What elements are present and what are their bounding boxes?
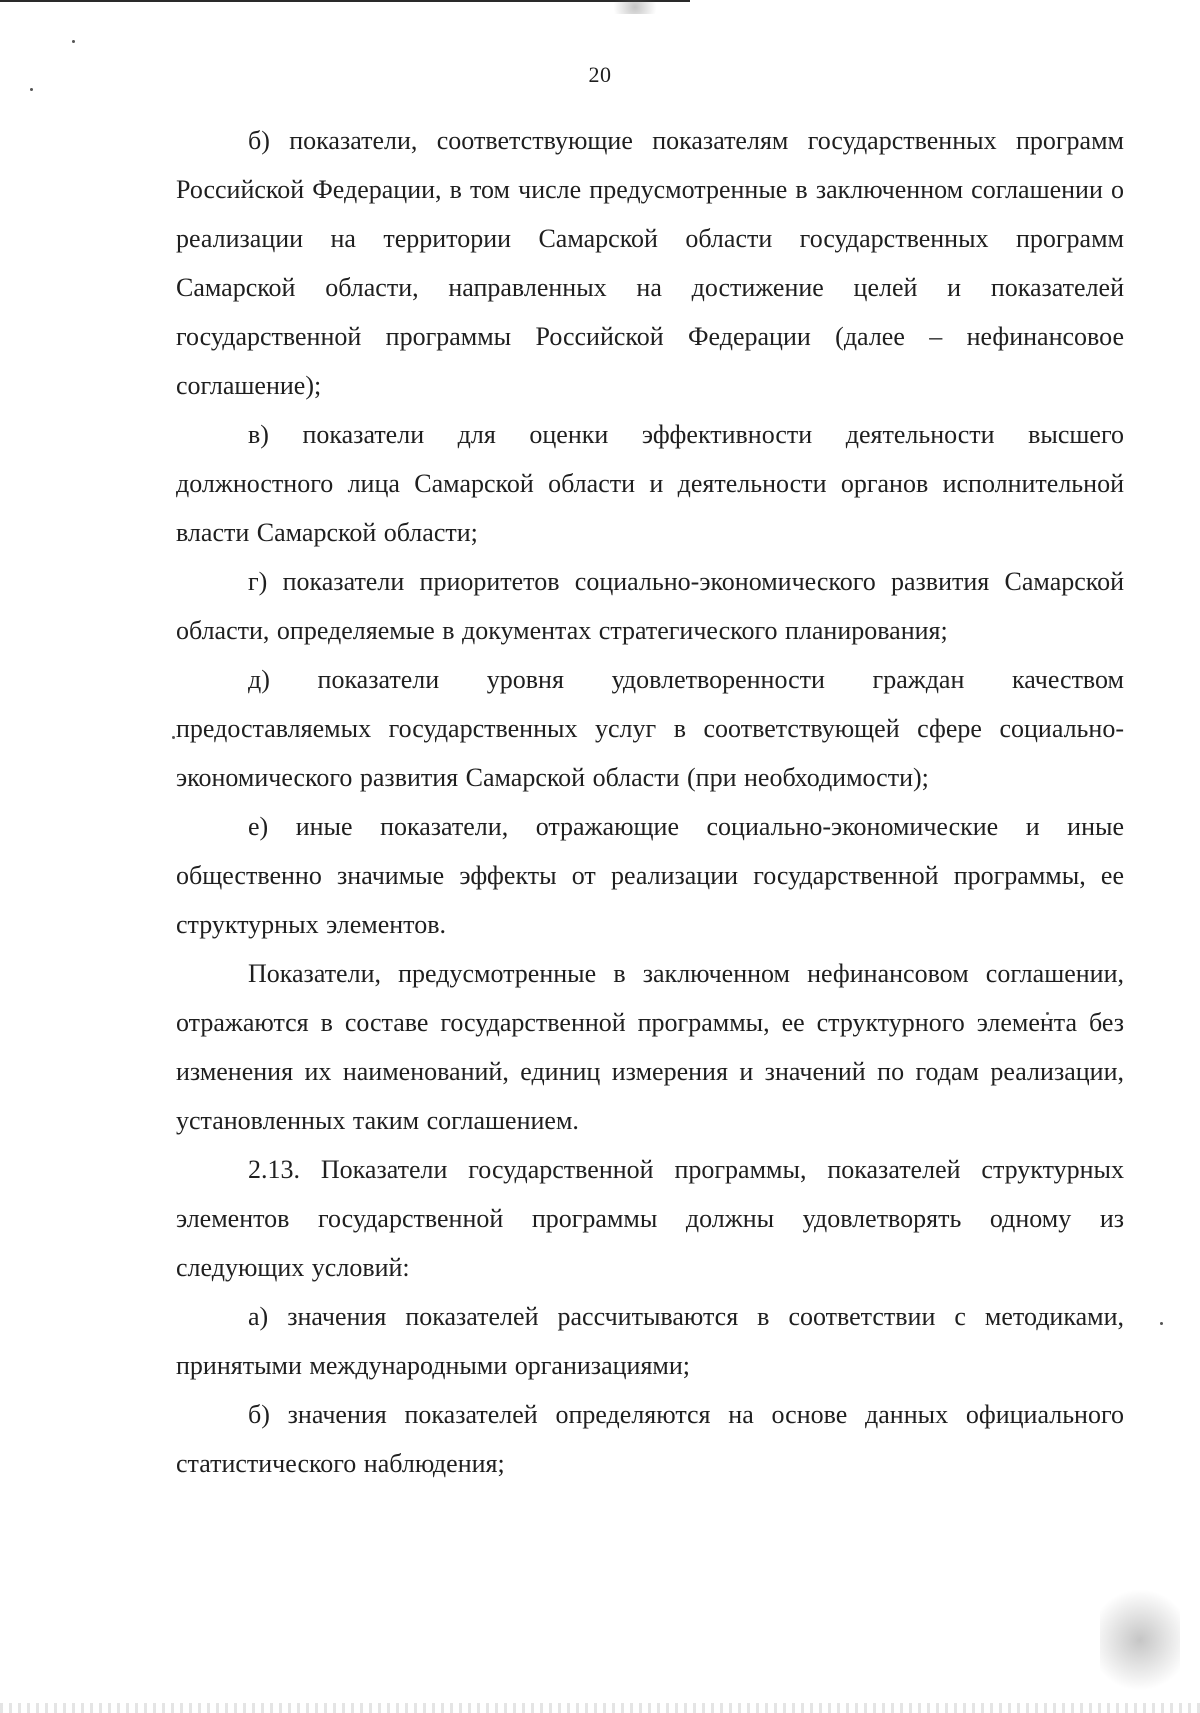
paragraph-nonfinancial-agreement: Показатели, предусмотренные в заключенном нефинансовом соглашении, отражаются в составе государственной программы, ее структурного элемента без изменения их наименований, единиц измерения и значений по годам реализации, установленных таким соглашением. (176, 959, 1124, 1135)
paragraph-g-priority-indicators: г) показатели приоритетов социально-экономического развития Самарской области, определяемые в документах стратегического планирования; (176, 567, 1124, 645)
paragraph-e-other-indicators: е) иные показатели, отражающие социально-экономические и иные общественно значимые эффекты от реализации государственной программы, ее структурных элементов. (176, 812, 1124, 939)
paragraph-2-13-conditions: 2.13. Показатели государственной программы, показателей структурных элементов государственной программы должны удовлетворять одному из следующих условий: (176, 1155, 1124, 1282)
scan-speck (30, 88, 33, 91)
paragraph-a-international-methods: а) значения показателей рассчитываются в соответствии с методиками, принятыми международными организациями; (176, 1302, 1124, 1380)
paragraph-d-satisfaction-indicators: д) показатели уровня удовлетворенности граждан качеством предоставляемых государственных услуг в соответствующей сфере социально-экономического развития Самарской области (при необходимости); (176, 665, 1124, 792)
page-number: 20 (588, 62, 612, 87)
paragraph-v-efficiency-indicators: в) показатели для оценки эффективности деятельности высшего должностного лица Самарской области и деятельности органов исполнительной власти Самарской области; (176, 420, 1124, 547)
scan-speck (72, 40, 75, 43)
scan-smudge (605, 0, 665, 14)
paragraph-b-federal-program-indicators: б) показатели, соответствующие показателям государственных программ Российской Федерации, в том числе предусмотренные в заключенном соглашении о реализации на территории Самарской области государственных программ Самарской области, направленных на достижение целей и показателей государственной программы Российской Федерации (далее – нефинансовое соглашение); (176, 126, 1124, 400)
scan-speck (172, 736, 175, 739)
paragraph-b-official-statistics: б) значения показателей определяются на основе данных официального статистического наблюдения; (176, 1400, 1124, 1478)
scan-top-edge (0, 0, 690, 2)
document-body (176, 116, 1124, 1488)
scan-speck (1160, 1322, 1163, 1325)
scan-smudge (1100, 1580, 1180, 1700)
scan-bottom-edge (0, 1703, 1200, 1713)
